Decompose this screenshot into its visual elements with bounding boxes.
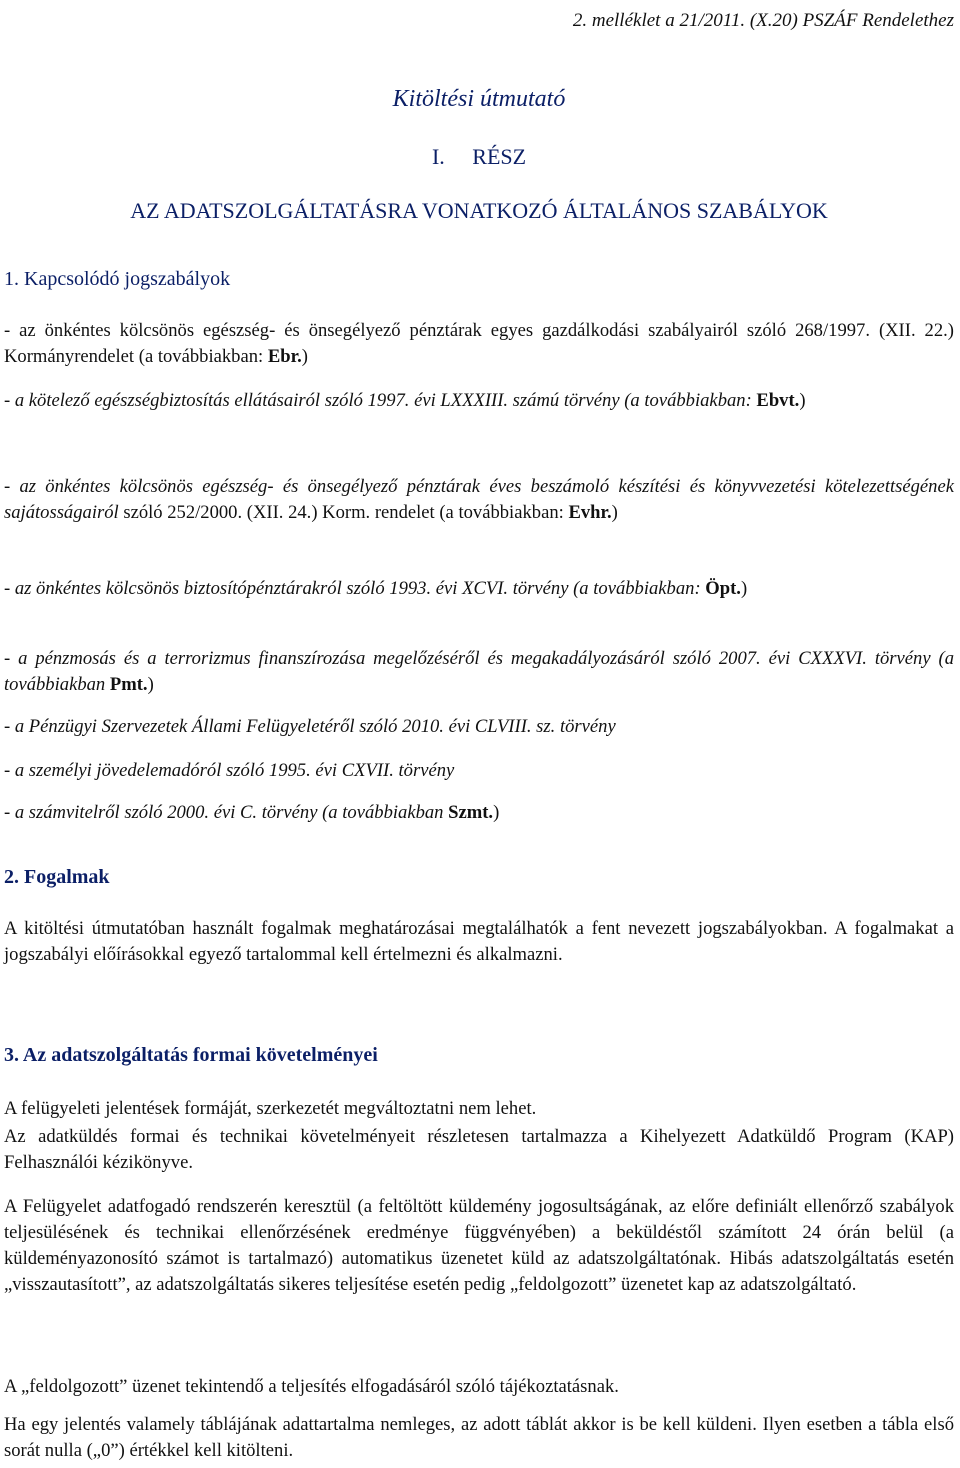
section-heading-2: 2. Fogalmak <box>4 866 110 888</box>
part-heading: I. RÉSZ <box>431 144 527 169</box>
law-end: ) <box>493 802 500 823</box>
law-item-szja: - a személyi jövedelemadóról szóló 1995. évi CXVII. törvény <box>4 760 455 781</box>
law-abbr: Szmt. <box>448 802 494 823</box>
law-item-ebr <box>4 318 954 370</box>
law-abbr: Ebvt. <box>756 390 800 411</box>
law-text: - az önkéntes kölcsönös egészség- és önsegélyező pénztárak egyes gazdálkodási szabályairól szóló 268/1997. (XII. 22.) Kormányrendelet (a továbbiakban: <box>4 320 954 367</box>
paragraph-feldolgozott: A „feldolgozott” üzenet tekintendő a teljesítés elfogadásáról szóló tájékoztatásnak. <box>4 1376 619 1397</box>
law-end: ) <box>611 502 618 523</box>
law-end: ) <box>799 390 806 411</box>
law-abbr: Öpt. <box>705 578 741 599</box>
law-item-szmt <box>4 800 954 826</box>
law-item-psza: - a Pénzügyi Szervezetek Állami Felügyeletéről szóló 2010. évi CLVIII. sz. törvény <box>4 716 616 737</box>
law-text: - a számvitelről szóló 2000. évi C. törvény (a továbbiakban <box>4 802 449 823</box>
law-end: ) <box>301 346 308 367</box>
paragraph-rendszer: A Felügyelet adatfogadó rendszerén keresztül (a feltöltött küldemény jogosultságának, az előre definiált ellenőrző szabályok teljesülésének és technikai ellenőrzésének eredménye függvényében) a beküldéstől számított 24 órán belül (a küldeményazonosító számot is tartalmazó) automatikus üzenetet küld az adatszolgáltatónak. Hibás adatszolgáltatás esetén „visszautasított”, az adatszolgáltatás sikeres teljesítése esetén pedig „feldolgozott” üzenetet kap az adatszolgáltató. <box>4 1196 954 1295</box>
law-end: ) <box>147 674 154 695</box>
law-text: - az önkéntes kölcsönös biztosítópénztárakról szóló 1993. évi XCVI. törvény (a továbbiakban: <box>4 578 706 599</box>
part-subtitle: AZ ADATSZOLGÁLTATÁSRA VONATKOZÓ ÁLTALÁNOS SZABÁLYOK <box>130 198 828 223</box>
paragraph-forma: A felügyeleti jelentések formáját, szerkezetét megváltoztatni nem lehet. <box>4 1098 537 1119</box>
paragraph-kap: Az adatküldés formai és technikai követelményeit részletesen tartalmazza a Kihelyezett Adatküldő Program (KAP) Felhasználói kézikönyve. <box>4 1126 954 1173</box>
paragraph-fogalmak: A kitöltési útmutatóban használt fogalmak meghatározásai megtalálhatók a fent nevezett jogszabályokban. A fogalmakat a jogszabályi előírásokkal egyező tartalommal kell értelmezni és alkalmazni. <box>4 918 954 965</box>
law-item-opt <box>4 576 954 602</box>
section-heading-1: 1. Kapcsolódó jogszabályok <box>4 268 231 290</box>
law-abbr: Evhr. <box>568 502 612 523</box>
law-end: ) <box>740 578 748 599</box>
document-title: Kitöltési útmutató <box>392 86 566 112</box>
law-text: - a kötelező egészségbiztosítás ellátásairól szóló 1997. évi LXXXIII. számú törvény (a továbbiakban: <box>4 390 757 411</box>
paragraph-nulla: Ha egy jelentés valamely táblájának adattartalma nemleges, az adott táblát akkor is be kell küldeni. Ilyen esetben a tábla első sorát nulla („0”) értékkel kell kitölteni. <box>4 1414 954 1461</box>
law-abbr: Ebr. <box>267 346 302 367</box>
section-heading-3: 3. Az adatszolgáltatás formai követelményei <box>4 1044 378 1066</box>
law-item-evhr <box>4 474 954 526</box>
law-abbr: Pmt. <box>109 674 148 695</box>
law-text: - a pénzmosás és a terrorizmus finanszírozása megelőzéséről és megakadályozásáról szóló 2007. évi CXXXVI. törvény (a továbbiakban <box>4 648 954 695</box>
law-item-ebvt <box>4 388 954 414</box>
annex-header: 2. melléklet a 21/2011. (X.20) PSZÁF Rendelethez <box>572 10 954 31</box>
law-text: szóló 252/2000. (XII. 24.) Korm. rendelet (a továbbiakban: <box>118 502 569 523</box>
law-text-italic: - az önkéntes kölcsönös egészség- és önsegélyező pénztárak éves beszámoló készítési és könyvvezetési kötelezettségének sajátosságairól <box>4 476 954 523</box>
law-item-pmt <box>4 646 954 698</box>
